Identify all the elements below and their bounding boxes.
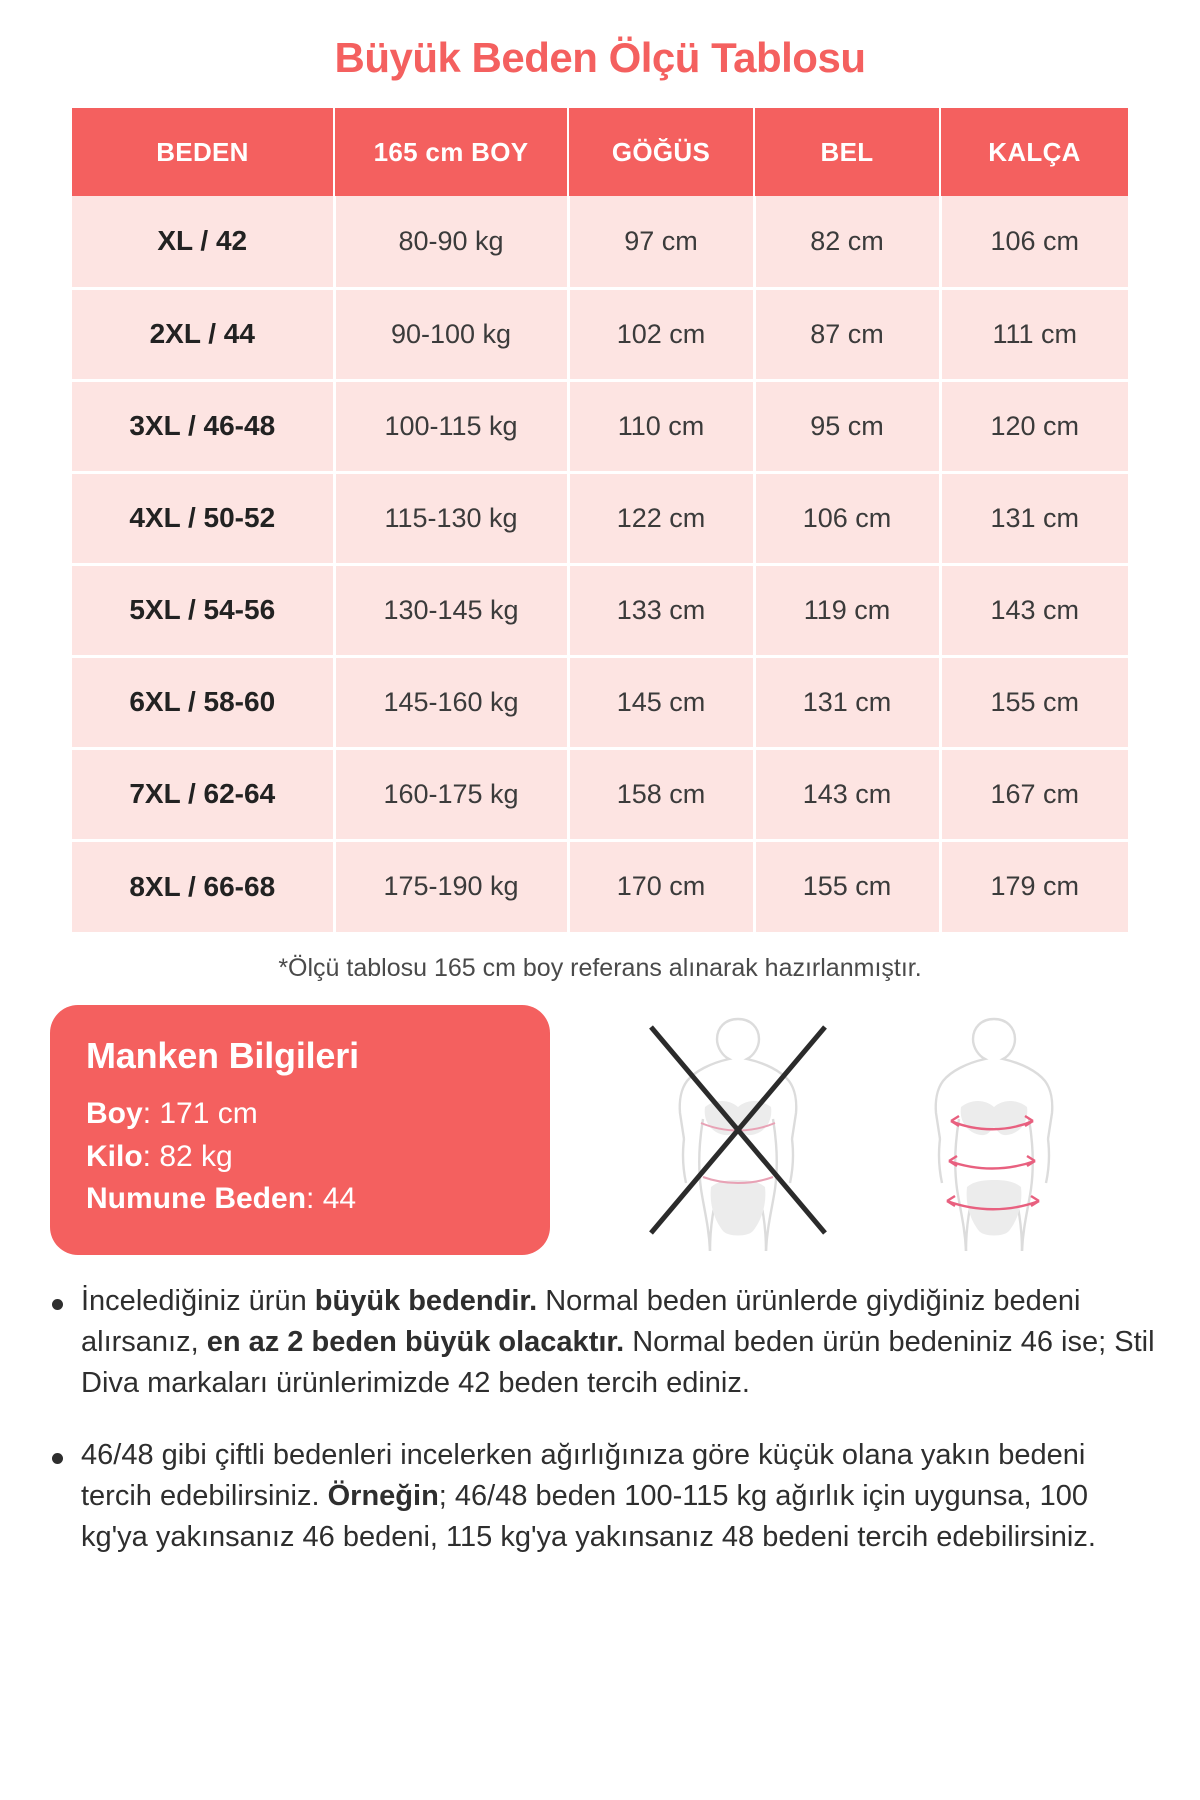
column-header-gogus: GÖĞÜS: [568, 108, 754, 196]
cell-beden: 2XL / 44: [72, 288, 334, 380]
cell-beden: 6XL / 58-60: [72, 656, 334, 748]
cell-bel: 155 cm: [754, 840, 940, 932]
cell-boy: 80-90 kg: [334, 196, 568, 288]
cell-boy: 130-145 kg: [334, 564, 568, 656]
cell-boy: 145-160 kg: [334, 656, 568, 748]
table-row: [72, 656, 1128, 748]
model-weight-line: [86, 1136, 514, 1179]
cell-boy: 115-130 kg: [334, 472, 568, 564]
note-part-1: İncelediğiniz ürün: [81, 1285, 315, 1317]
note-part-2: ; 46/48 beden 100-115 kg ağırlık için uygunsa, 100 kg'ya yakınsanız 46 bedeni, 115 kg'ya yakınsanız 48 bedeni tercih edebilirsiniz.: [81, 1479, 1096, 1553]
size-table-head: [72, 108, 1128, 196]
note-bold-1: Örneğin: [327, 1479, 439, 1512]
cell-beden: 7XL / 62-64: [72, 748, 334, 840]
cell-bel: 119 cm: [754, 564, 940, 656]
model-height-label: Boy: [86, 1097, 143, 1130]
cell-bel: 87 cm: [754, 288, 940, 380]
model-sample-size-value: : 44: [306, 1182, 357, 1216]
cell-boy: 160-175 kg: [334, 748, 568, 840]
cell-bel: 106 cm: [754, 472, 940, 564]
cell-gogus: 133 cm: [568, 564, 754, 656]
table-row: [72, 288, 1128, 380]
cell-bel: 143 cm: [754, 748, 940, 840]
model-weight-label: Kilo: [86, 1139, 143, 1173]
column-header-kalca: KALÇA: [940, 108, 1128, 196]
cell-beden: 5XL / 54-56: [72, 564, 334, 656]
cell-bel: 95 cm: [754, 380, 940, 472]
cell-beden: 4XL / 50-52: [72, 472, 334, 564]
cell-kalca: 106 cm: [940, 196, 1128, 288]
cell-kalca: 179 cm: [940, 840, 1128, 932]
note-part-3: Normal beden ürün bedeniniz 46 ise; Stil Diva markaları ürünlerimizde 42 beden tercih ediniz.: [81, 1326, 1155, 1400]
cell-boy: 100-115 kg: [334, 380, 568, 472]
model-info-heading: Manken Bilgileri: [86, 1035, 359, 1076]
cell-bel: 82 cm: [754, 196, 940, 288]
model-info-card: [50, 1005, 550, 1255]
female-body-outline-icon: [889, 1011, 1099, 1251]
table-row: [72, 472, 1128, 564]
table-header-row: [72, 108, 1128, 196]
size-table: [72, 108, 1128, 932]
table-row: [72, 380, 1128, 472]
table-row: [72, 564, 1128, 656]
column-header-bel: BEL: [754, 108, 940, 196]
table-row: [72, 196, 1128, 288]
note-text: [81, 1281, 1158, 1405]
page-title: Büyük Beden Ölçü Tablosu: [334, 34, 866, 81]
cell-kalca: 120 cm: [940, 380, 1128, 472]
bullet-dot-icon: [52, 1299, 63, 1310]
list-item: [52, 1435, 1158, 1559]
cell-kalca: 131 cm: [940, 472, 1128, 564]
model-height-line: [86, 1093, 514, 1136]
cell-gogus: 170 cm: [568, 840, 754, 932]
column-header-beden: BEDEN: [72, 108, 334, 196]
cell-bel: 131 cm: [754, 656, 940, 748]
table-footnote: *Ölçü tablosu 165 cm boy referans alınarak hazırlanmıştır.: [278, 954, 922, 982]
size-table-body: [72, 196, 1128, 932]
cell-beden: XL / 42: [72, 196, 334, 288]
cell-kalca: 143 cm: [940, 564, 1128, 656]
note-bold-2: en az 2 beden büyük olacaktır.: [206, 1326, 625, 1359]
measurement-figures: [574, 1005, 1158, 1255]
cell-beden: 8XL / 66-68: [72, 840, 334, 932]
cell-gogus: 122 cm: [568, 472, 754, 564]
model-weight-value: : 82 kg: [142, 1139, 233, 1173]
model-height-value: : 171 cm: [142, 1097, 258, 1130]
note-bold-1: büyük bedendir.: [314, 1285, 538, 1317]
cell-kalca: 167 cm: [940, 748, 1128, 840]
note-part-1: 46/48 gibi çiftli bedenleri incelerken ağırlığınıza göre küçük olana yakın bedeni tercih edebilirsiniz.: [81, 1438, 1086, 1512]
cell-boy: 175-190 kg: [334, 840, 568, 932]
column-header-boy: 165 cm BOY: [334, 108, 568, 196]
model-sample-size-label: Numune Beden: [86, 1182, 307, 1216]
cell-gogus: 97 cm: [568, 196, 754, 288]
cell-gogus: 110 cm: [568, 380, 754, 472]
cross-mark-icon: [633, 1011, 843, 1251]
notes-list: [42, 1281, 1158, 1558]
table-row: [72, 840, 1128, 932]
incorrect-measurement-figure: [633, 1011, 843, 1251]
correct-measurement-figure: [889, 1011, 1099, 1251]
cell-kalca: 155 cm: [940, 656, 1128, 748]
cell-gogus: 102 cm: [568, 288, 754, 380]
note-part-2: Normal beden ürünlerde giydiğiniz bedeni alırsanız,: [81, 1285, 1081, 1359]
note-text: [81, 1435, 1158, 1559]
cell-boy: 90-100 kg: [334, 288, 568, 380]
cell-kalca: 111 cm: [940, 288, 1128, 380]
cell-gogus: 145 cm: [568, 656, 754, 748]
cell-beden: 3XL / 46-48: [72, 380, 334, 472]
cell-gogus: 158 cm: [568, 748, 754, 840]
table-row: [72, 748, 1128, 840]
model-sample-size-line: [86, 1178, 514, 1221]
bullet-dot-icon: [52, 1453, 63, 1464]
model-and-figures-row: [42, 1005, 1158, 1255]
list-item: [52, 1281, 1158, 1405]
